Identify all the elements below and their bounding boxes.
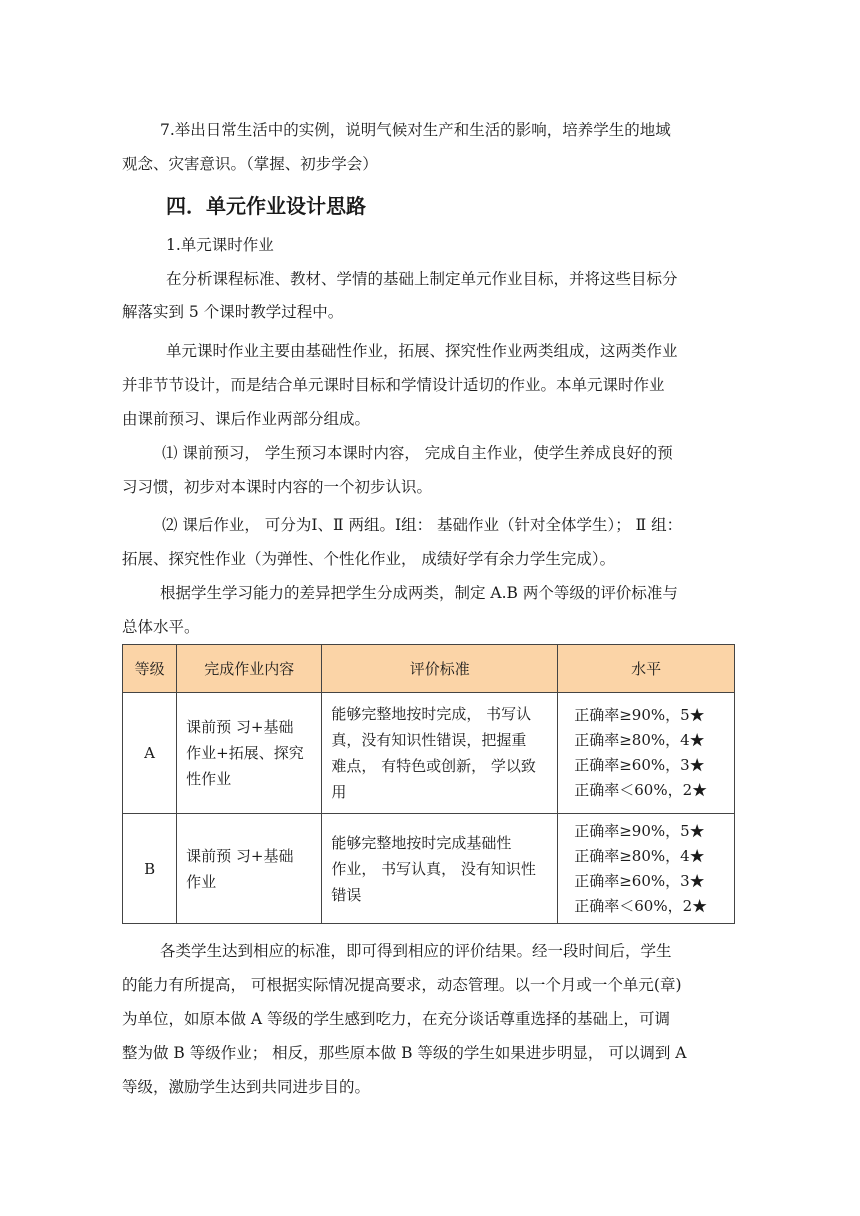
para-e-line-2: 总体水平。 bbox=[122, 618, 200, 636]
header-score: 水平 bbox=[558, 645, 735, 693]
cell-score-b bbox=[558, 814, 735, 924]
content-a-line: 作业+拓展、探究 bbox=[186, 744, 304, 762]
score-a-line: 正确率≥80%，4★ bbox=[574, 731, 705, 749]
para-f-line-1: 各类学生达到相应的标准，即可得到相应的评价结果。经一段时间后，学生 bbox=[160, 942, 672, 960]
criteria-a-line: 难点， 有特色或创新， 学以致 bbox=[331, 757, 536, 775]
content-b-line: 作业 bbox=[186, 872, 217, 891]
score-a-line: 正确率≥60%，3★ bbox=[574, 756, 705, 774]
cell-score-a bbox=[558, 693, 735, 814]
criteria-a-line: 真，没有知识性错误，把握重 bbox=[331, 731, 527, 749]
table-row-b bbox=[123, 814, 735, 924]
content-b-line: 课前预 习+基础 bbox=[186, 846, 294, 865]
para-f-line-3: 为单位，如原本做 A 等级的学生感到吃力，在充分谈话尊重选择的基础上，可调 bbox=[122, 1010, 671, 1028]
para-d-line-2: 拓展、探究性作业（为弹性、个性化作业， 成绩好学有余力学生完成）。 bbox=[122, 550, 616, 568]
content-a-line: 课前预 习+基础 bbox=[186, 718, 294, 736]
score-a-line: 正确率≥90%，5★ bbox=[574, 706, 705, 724]
header-criteria: 评价标准 bbox=[322, 645, 558, 693]
table-row-a bbox=[123, 693, 735, 814]
objective-7-line-1: 7.举出日常生活中的实例，说明气候对生产和生活的影响，培养学生的地域 bbox=[160, 121, 671, 139]
para-f-line-2: 的能力有所提高， 可根据实际情况提高要求，动态管理。以一个月或一个单元(章) bbox=[122, 976, 682, 994]
objective-7-line-2: 观念、灾害意识。（掌握、初步学会） bbox=[122, 155, 378, 173]
para-b-line-3: 由课前预习、课后作业两部分组成。 bbox=[122, 410, 371, 428]
cell-criteria-a bbox=[322, 693, 558, 814]
evaluation-table bbox=[122, 644, 735, 924]
header-level: 等级 bbox=[123, 645, 177, 693]
score-a-line: 正确率＜60%，2★ bbox=[574, 781, 708, 799]
section-heading: 四．单元作业设计思路 bbox=[166, 194, 366, 218]
para-d-line-1: ⑵ 课后作业， 可分为Ⅰ、Ⅱ 两组。Ⅰ组： 基础作业（针对全体学生）； Ⅱ 组： bbox=[162, 516, 683, 534]
score-b-line: 正确率≥80%，4★ bbox=[574, 846, 705, 865]
para-f-line-5: 等级，激励学生达到共同进步目的。 bbox=[122, 1078, 371, 1096]
para-c-line-2: 习习惯，初步对本课时内容的一个初步认识。 bbox=[122, 478, 433, 496]
cell-content-a bbox=[177, 693, 322, 814]
cell-level-a: A bbox=[123, 693, 177, 814]
para-e-line-1: 根据学生学习能力的差异把学生分成两类，制定 A.B 两个等级的评价标准与 bbox=[160, 584, 678, 602]
score-b-line: 正确率＜60%，2★ bbox=[574, 896, 708, 915]
criteria-b-line: 作业， 书写认真， 没有知识性 bbox=[331, 859, 536, 878]
para-a-line-1: 在分析课程标准、教材、学情的基础上制定单元作业目标，并将这些目标分 bbox=[166, 270, 678, 288]
table-header-row bbox=[123, 645, 735, 693]
score-b-line: 正确率≥60%，3★ bbox=[574, 871, 705, 890]
cell-criteria-b bbox=[322, 814, 558, 924]
criteria-a-line: 能够完整地按时完成， 书写认 bbox=[331, 705, 532, 723]
header-content: 完成作业内容 bbox=[177, 645, 322, 693]
content-a-line: 性作业 bbox=[186, 770, 232, 788]
criteria-b-line: 能够完整地按时完成基础性 bbox=[331, 833, 512, 852]
criteria-b-line: 错误 bbox=[331, 885, 362, 904]
para-c-line-1: ⑴ 课前预习， 学生预习本课时内容， 完成自主作业，使学生养成良好的预 bbox=[162, 444, 673, 462]
cell-content-b bbox=[177, 814, 322, 924]
para-b-line-2: 并非节节设计，而是结合单元课时目标和学情设计适切的作业。本单元课时作业 bbox=[122, 376, 665, 394]
cell-level-b: B bbox=[123, 814, 177, 924]
para-a-line-2: 解落实到 5 个课时教学过程中。 bbox=[122, 303, 344, 321]
criteria-a-line: 用 bbox=[331, 783, 347, 801]
subheading-unit-homework: 1.单元课时作业 bbox=[166, 236, 274, 254]
para-f-line-4: 整为做 B 等级作业； 相反，那些原本做 B 等级的学生如果进步明显， 可以调到 A bbox=[122, 1044, 687, 1062]
score-b-line: 正确率≥90%，5★ bbox=[574, 821, 705, 840]
para-b-line-1: 单元课时作业主要由基础性作业，拓展、探究性作业两类组成，这两类作业 bbox=[166, 342, 678, 360]
